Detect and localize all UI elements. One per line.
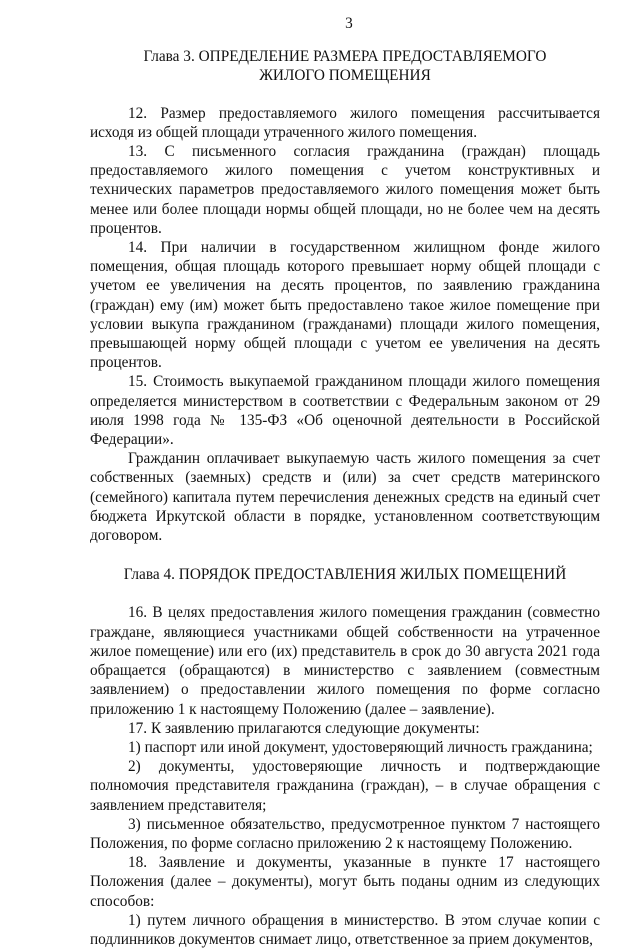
chapter-3-title-line-2: ЖИЛОГО ПОМЕЩЕНИЯ xyxy=(259,67,431,85)
clause-13: 13. С письменного согласия гражданина (граждан) площадь предоставляемого жилого помещения с учетом конструктивных и технических параметров предоставляемого жилого помещения может быть менее или более площади нормы общей площади, но не более чем на десять процентов. xyxy=(90,143,600,237)
clause-17-item-1: 1) паспорт или иной документ, удостоверяющий личность гражданина; xyxy=(128,738,593,756)
clause-17-item-3: 3) письменное обязательство, предусмотренное пунктом 7 настоящего Положения, по форме согласно приложению 2 к настоящему Положению. xyxy=(90,815,600,852)
clause-15: 15. Стоимость выкупаемой гражданином площади жилого помещения определяется министерством в соответствии с Федеральным законом от 29 июля 1998 года № 135-ФЗ «Об оценочной деятельности в Российской Федерации». xyxy=(90,373,600,449)
clause-18-item-1: 1) путем личного обращения в министерство. В этом случае копии с подлинников документов снимает лицо, ответственное за прием документов, xyxy=(90,911,600,948)
chapter-4-heading: Глава 4. ПОРЯДОК ПРЕДОСТАВЛЕНИЯ ЖИЛЫХ ПОМЕЩЕНИЙ xyxy=(123,566,567,584)
clause-16: 16. В целях предоставления жилого помещения гражданин (совместно граждане, являющиеся участниками общей собственности на утраченное жилое помещение) или его (их) представитель в срок до 30 августа 2021 года обращается (обращаются) в министерство с заявлением (совместным заявлением) о предоставлении жилого помещения по форме согласно приложению 1 к настоящему Положению (далее – заявление). xyxy=(90,604,600,718)
page-number: 3 xyxy=(345,15,353,32)
clause-17-item-2: 2) документы, удостоверяющие личность и подтверждающие полномочия представителя гражданина (граждан), – в случае обращения с заявлением представителя; xyxy=(90,758,600,814)
clause-12: 12. Размер предоставляемого жилого помещения рассчитывается исходя из общей площади утраченного жилого помещения. xyxy=(90,104,600,141)
chapter-3-heading xyxy=(90,47,600,85)
clause-14: 14. При наличии в государственном жилищном фонде жилого помещения, общая площадь которого превышает норму общей площади с учетом ее увеличения на десять процентов, по заявлению гражданина (граждан) ему (им) может быть предоставлено такое жилое помещение при условии выкупа гражданином (гражданами) площади жилого помещения, превышающей норму общей площади с учетом ее увеличения на десять процентов. xyxy=(90,239,600,372)
clause-17: 17. К заявлению прилагаются следующие документы: xyxy=(128,719,480,737)
clause-15-payment: Гражданин оплачивает выкупаемую часть жилого помещения за счет собственных (заемных) средств и (или) за счет средств материнского (семейного) капитала путем перечисления денежных средств на единый счет бюджета Иркутской области в порядке, установленном соответствующим договором. xyxy=(90,450,600,545)
clause-18: 18. Заявление и документы, указанные в пункте 17 настоящего Положения (далее – документы), могут быть поданы одним из следующих способов: xyxy=(90,854,600,910)
chapter-3-title-line-1: Глава 3. ОПРЕДЕЛЕНИЕ РАЗМЕРА ПРЕДОСТАВЛЯЕМОГО xyxy=(143,48,547,66)
